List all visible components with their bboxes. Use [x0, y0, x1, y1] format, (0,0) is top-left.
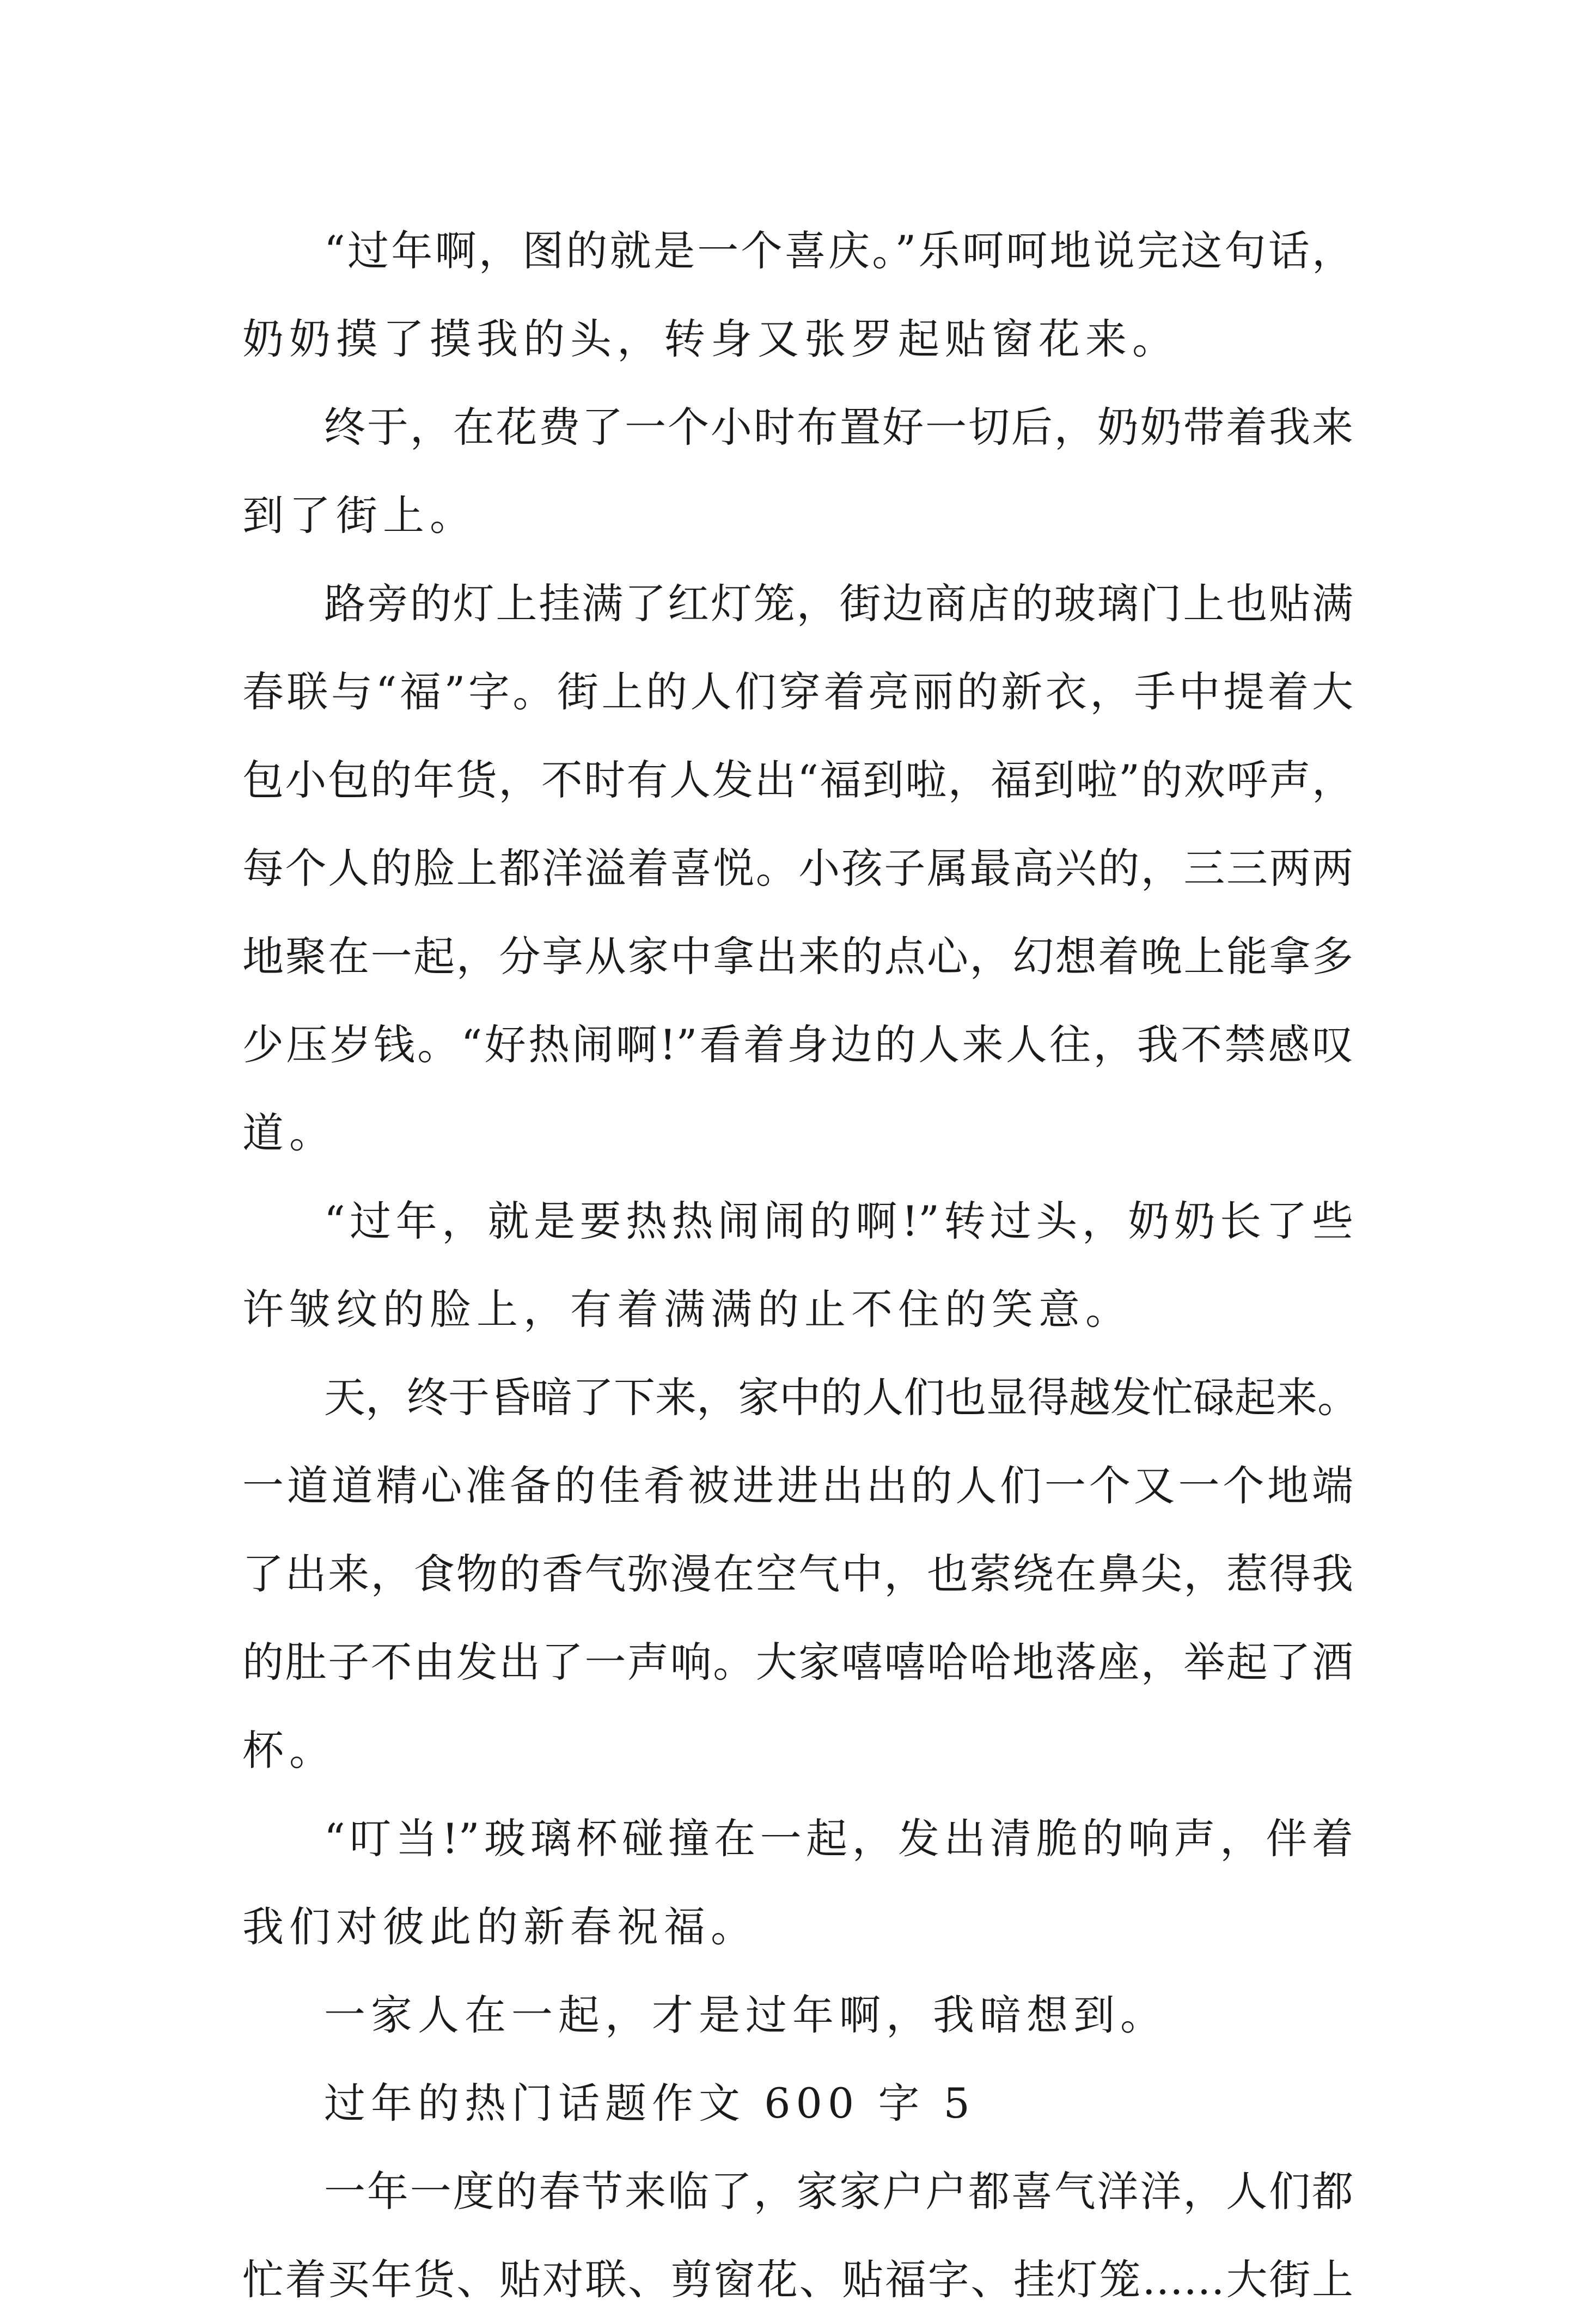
text-line: 道。 — [242, 1109, 336, 1157]
text-line: 的肚子不由发出了一声响。大家嘻嘻哈哈地落座，举起了酒 — [242, 1638, 1353, 1686]
text-line: 过年的热门话题作文 600 字 5 — [324, 2079, 975, 2127]
text-line: 奶奶摸了摸我的头，转身又张罗起贴窗花来。 — [242, 315, 1179, 363]
text-line: 一家人在一起，才是过年啊，我暗想到。 — [324, 1991, 1167, 2039]
text-line: 一年一度的春节来临了，家家户户都喜气洋洋，人们都 — [324, 2167, 1353, 2216]
text-line: 忙着买年货、贴对联、剪窗花、贴福字、挂灯笼……大街上 — [242, 2255, 1353, 2304]
text-line: “过年啊，图的就是一个喜庆。”乐呵呵地说完这句话， — [324, 227, 1353, 275]
text-line: 到了街上。 — [242, 491, 477, 540]
text-line: 终于，在花费了一个小时布置好一切后，奶奶带着我来 — [324, 403, 1353, 451]
text-line: “叮当!”玻璃杯碰撞在一起，发出清脆的响声，伴着 — [324, 1814, 1353, 1863]
text-line: 地聚在一起，分享从家中拿出来的点心，幻想着晚上能拿多 — [242, 932, 1353, 981]
text-line: 少压岁钱。“好热闹啊!”看着身边的人来人往，我不禁感叹 — [242, 1020, 1353, 1069]
text-line: 我们对彼此的新春祝福。 — [242, 1903, 758, 1951]
text-line: 杯。 — [242, 1726, 336, 1775]
text-line: 春联与“福”字。街上的人们穿着亮丽的新衣，手中提着大 — [242, 668, 1353, 716]
text-line: 许皱纹的脸上，有着满满的止不住的笑意。 — [242, 1285, 1132, 1334]
text-line: 天，终于昏暗了下来，家中的人们也显得越发忙碌起来。 — [324, 1373, 1359, 1422]
text-line: 包小包的年货，不时有人发出“福到啦，福到啦”的欢呼声， — [242, 756, 1353, 804]
text-line: 路旁的灯上挂满了红灯笼，街边商店的玻璃门上也贴满 — [324, 579, 1353, 628]
document-body — [242, 207, 1359, 2324]
text-line: 一道道精心准备的佳肴被进进出出的人们一个又一个地端 — [242, 1461, 1353, 1510]
text-line: 每个人的脸上都洋溢着喜悦。小孩子属最高兴的，三三两两 — [242, 844, 1353, 892]
text-line: 了出来，食物的香气弥漫在空气中，也萦绕在鼻尖，惹得我 — [242, 1550, 1353, 1598]
text-line: “过年，就是要热热闹闹的啊!”转过头，奶奶长了些 — [324, 1197, 1353, 1245]
